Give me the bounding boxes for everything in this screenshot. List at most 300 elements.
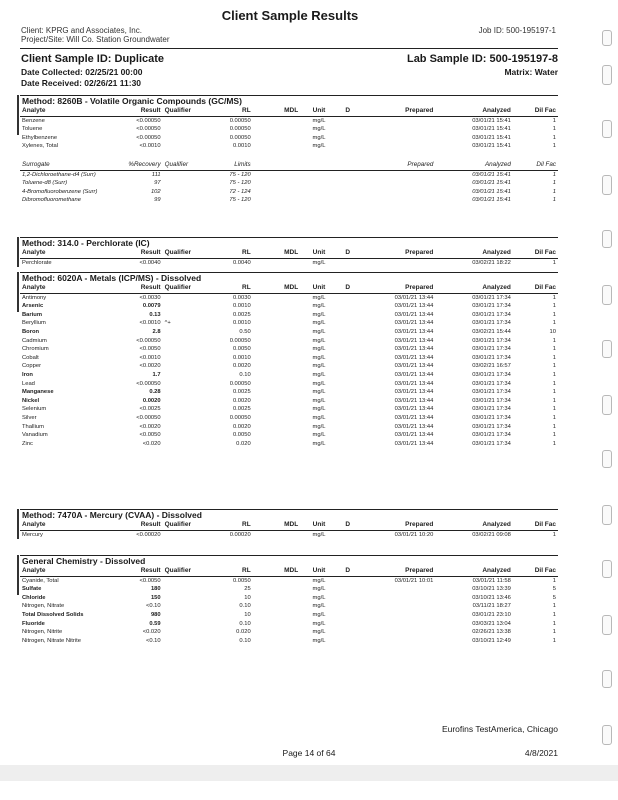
cell-dilfac: 1 bbox=[552, 414, 556, 421]
cell-result: 1.7 bbox=[152, 371, 161, 378]
cell-dilfac: 1 bbox=[552, 143, 556, 150]
cell-analyzed: 03/01/21 23:10 bbox=[472, 611, 511, 618]
cell-d bbox=[338, 293, 358, 302]
cell-analyte: Nitrogen, Nitrate bbox=[22, 603, 65, 610]
cell-dilfac: 1 bbox=[552, 346, 556, 353]
surrogate-cell bbox=[358, 188, 436, 197]
cell-mdl bbox=[253, 302, 301, 311]
column-header: MDL bbox=[253, 249, 301, 258]
cell-analyzed: 03/01/21 17:34 bbox=[472, 354, 511, 361]
binder-tab bbox=[602, 725, 612, 745]
binder-tab bbox=[602, 505, 612, 525]
column-header: Result bbox=[115, 249, 163, 258]
cell-rl: 0.50 bbox=[239, 328, 251, 335]
cell-analyzed: 03/02/21 16:57 bbox=[472, 363, 511, 370]
client-info bbox=[21, 26, 170, 44]
cell-analyte: Beryllium bbox=[22, 320, 46, 327]
column-header: Qualifier bbox=[163, 107, 201, 116]
cell-result: <0.00020 bbox=[136, 531, 161, 538]
surrogate-cell: 99 bbox=[154, 197, 161, 204]
cell-rl: 0.0010 bbox=[232, 320, 251, 327]
spacer-row bbox=[20, 151, 558, 161]
surrogate-cell: 102 bbox=[150, 188, 161, 195]
table-row bbox=[20, 594, 558, 603]
column-header: Qualifier bbox=[163, 284, 201, 293]
column-header: Analyzed bbox=[435, 249, 513, 258]
cell-dilfac: 1 bbox=[552, 432, 556, 439]
column-header: Prepared bbox=[358, 107, 436, 116]
cell-unit: mg/L bbox=[312, 629, 326, 636]
cell-analyte: Zinc bbox=[22, 440, 33, 447]
surrogate-cell bbox=[163, 179, 201, 188]
cell-d bbox=[338, 611, 358, 620]
column-header: D bbox=[338, 107, 358, 116]
cell-qualifier bbox=[163, 371, 201, 380]
surrogate-column-header bbox=[300, 161, 338, 170]
table-row bbox=[20, 319, 558, 328]
column-header-row bbox=[20, 249, 558, 258]
results-table bbox=[20, 284, 558, 448]
column-header: Dil Fac bbox=[513, 284, 558, 293]
cell-mdl bbox=[253, 362, 301, 371]
cell-mdl bbox=[253, 328, 301, 337]
cell-analyzed: 03/01/21 17:34 bbox=[472, 406, 511, 413]
cell-mdl bbox=[253, 594, 301, 603]
cell-result: <0.00050 bbox=[136, 414, 161, 421]
column-header-row bbox=[20, 107, 558, 116]
column-header: Analyte bbox=[20, 284, 115, 293]
cell-rl: 0.00050 bbox=[229, 414, 251, 421]
cell-dilfac: 1 bbox=[552, 397, 556, 404]
cell-analyte: Nitrogen, Nitrate Nitrite bbox=[22, 637, 81, 644]
cell-result: 0.0079 bbox=[142, 303, 161, 310]
cell-mdl bbox=[253, 620, 301, 629]
cell-analyte: Sulfate bbox=[22, 586, 42, 593]
column-header: Analyzed bbox=[435, 521, 513, 530]
cell-mdl bbox=[253, 423, 301, 432]
cell-d bbox=[338, 116, 358, 125]
surrogate-cell bbox=[163, 188, 201, 197]
method-title: Method: 7470A - Mercury (CVAA) - Dissolved bbox=[20, 509, 558, 521]
column-header: Analyte bbox=[20, 521, 115, 530]
cell-result: <0.00050 bbox=[136, 117, 161, 124]
cell-prepared bbox=[358, 134, 436, 143]
cell-qualifier bbox=[163, 328, 201, 337]
cell-analyte: Vanadium bbox=[22, 432, 48, 439]
cell-qualifier bbox=[163, 380, 201, 389]
column-header: MDL bbox=[253, 521, 301, 530]
column-header: Dil Fac bbox=[513, 107, 558, 116]
table-row bbox=[20, 585, 558, 594]
cell-unit: mg/L bbox=[312, 389, 326, 396]
cell-prepared: 03/01/21 13:44 bbox=[394, 414, 434, 421]
cell-qualifier bbox=[163, 414, 201, 423]
cell-prepared: 03/01/21 13:44 bbox=[394, 389, 434, 396]
surrogate-cell bbox=[338, 188, 358, 197]
cell-qualifier bbox=[163, 345, 201, 354]
cell-mdl bbox=[253, 431, 301, 440]
cell-prepared: 03/01/21 13:44 bbox=[394, 346, 434, 353]
cell-analyte: Xylenes, Total bbox=[22, 143, 58, 150]
cell-analyzed: 03/01/21 15:41 bbox=[472, 126, 511, 133]
column-header: MDL bbox=[253, 284, 301, 293]
cell-qualifier bbox=[163, 602, 201, 611]
cell-mdl bbox=[253, 530, 301, 539]
method-title: Method: 8260B - Volatile Organic Compounds (GC/MS) bbox=[20, 95, 558, 107]
column-header: Unit bbox=[300, 284, 338, 293]
cell-qualifier bbox=[163, 293, 201, 302]
binder-tab bbox=[602, 450, 612, 468]
column-header: RL bbox=[200, 567, 253, 576]
column-header: Dil Fac bbox=[513, 567, 558, 576]
cell-analyte: Thallium bbox=[22, 423, 44, 430]
cell-qualifier bbox=[163, 362, 201, 371]
cell-analyzed: 03/01/21 17:34 bbox=[472, 294, 511, 301]
cell-analyzed: 03/01/21 17:34 bbox=[472, 320, 511, 327]
bottom-band bbox=[0, 765, 618, 781]
table-row bbox=[20, 142, 558, 151]
cell-dilfac: 1 bbox=[552, 423, 556, 430]
cell-result: 150 bbox=[150, 594, 161, 601]
job-id: Job ID: 500-195197-1 bbox=[478, 26, 556, 35]
table-row bbox=[20, 388, 558, 397]
results-table bbox=[20, 567, 558, 645]
lab-sample-id: Lab Sample ID: 500-195197-8 bbox=[406, 53, 558, 65]
surrogate-column-header bbox=[338, 161, 358, 170]
cell-prepared bbox=[358, 602, 436, 611]
cell-d bbox=[338, 319, 358, 328]
cell-result: 0.59 bbox=[149, 620, 161, 627]
cell-rl: 0.0020 bbox=[232, 423, 251, 430]
cell-d bbox=[338, 345, 358, 354]
cell-d bbox=[338, 602, 358, 611]
cell-prepared bbox=[358, 594, 436, 603]
cell-mdl bbox=[253, 585, 301, 594]
cell-prepared bbox=[358, 628, 436, 637]
binder-tabs bbox=[598, 0, 616, 800]
cell-qualifier bbox=[163, 637, 201, 646]
cell-unit: mg/L bbox=[312, 126, 326, 133]
cell-analyzed: 03/01/21 17:34 bbox=[472, 423, 511, 430]
table-row bbox=[20, 414, 558, 423]
results-table bbox=[20, 249, 558, 267]
cell-analyte: Toluene bbox=[22, 126, 43, 133]
table-row bbox=[20, 116, 558, 125]
report-date: 4/8/2021 bbox=[524, 748, 558, 758]
cell-prepared: 03/01/21 13:44 bbox=[394, 320, 434, 327]
cell-result: <0.020 bbox=[142, 440, 161, 447]
cell-d bbox=[338, 431, 358, 440]
column-header: Unit bbox=[300, 567, 338, 576]
cell-rl: 0.0010 bbox=[232, 143, 251, 150]
cell-dilfac: 1 bbox=[552, 311, 556, 318]
cell-prepared: 03/01/21 13:44 bbox=[394, 432, 434, 439]
cell-mdl bbox=[253, 576, 301, 585]
cell-prepared: 03/01/21 13:44 bbox=[394, 423, 434, 430]
page-number: Page 14 of 64 bbox=[282, 748, 336, 758]
column-header: D bbox=[338, 521, 358, 530]
cell-rl: 0.020 bbox=[236, 440, 251, 447]
surrogate-cell: 4-Bromofluorobenzene (Surr) bbox=[22, 188, 98, 195]
surrogate-cell bbox=[358, 170, 436, 179]
cell-rl: 0.0010 bbox=[232, 354, 251, 361]
cell-analyte: Manganese bbox=[22, 389, 54, 396]
surrogate-cell bbox=[338, 170, 358, 179]
table-row bbox=[20, 345, 558, 354]
surrogate-cell bbox=[338, 179, 358, 188]
cell-unit: mg/L bbox=[312, 337, 326, 344]
cell-analyte: Chromium bbox=[22, 346, 49, 353]
cell-analyzed: 03/01/21 15:41 bbox=[472, 117, 511, 124]
cell-mdl bbox=[253, 380, 301, 389]
cell-mdl bbox=[253, 611, 301, 620]
cell-dilfac: 1 bbox=[552, 380, 556, 387]
cell-unit: mg/L bbox=[312, 294, 326, 301]
cell-rl: 0.00050 bbox=[229, 117, 251, 124]
surrogate-cell: 72 - 124 bbox=[229, 188, 251, 195]
cell-prepared: 03/01/21 13:44 bbox=[394, 397, 434, 404]
cell-unit: mg/L bbox=[312, 259, 326, 266]
cell-dilfac: 1 bbox=[552, 406, 556, 413]
cell-result: <0.0030 bbox=[139, 294, 161, 301]
surrogate-cell bbox=[358, 196, 436, 205]
cell-d bbox=[338, 142, 358, 151]
cell-analyzed: 03/01/21 11:58 bbox=[472, 577, 511, 584]
cell-unit: mg/L bbox=[312, 637, 326, 644]
cell-qualifier bbox=[163, 530, 201, 539]
table-row bbox=[20, 637, 558, 646]
surrogate-row bbox=[20, 196, 558, 205]
cell-d bbox=[338, 134, 358, 143]
cell-qualifier bbox=[163, 405, 201, 414]
table-row bbox=[20, 337, 558, 346]
cell-analyte: Nitrogen, Nitrite bbox=[22, 629, 63, 636]
cell-mdl bbox=[253, 405, 301, 414]
binder-tab bbox=[602, 340, 612, 358]
cell-prepared: 03/01/21 10:01 bbox=[394, 577, 434, 584]
column-header: Prepared bbox=[358, 521, 436, 530]
cell-prepared bbox=[358, 125, 436, 134]
column-header: RL bbox=[200, 249, 253, 258]
column-header: Result bbox=[115, 567, 163, 576]
cell-analyte: Iron bbox=[22, 371, 33, 378]
cell-qualifier bbox=[163, 585, 201, 594]
cell-qualifier bbox=[163, 142, 201, 151]
cell-result: 180 bbox=[150, 586, 161, 593]
cell-d bbox=[338, 440, 358, 449]
spacer-cell bbox=[20, 151, 558, 161]
cell-analyzed: 03/11/21 18:27 bbox=[472, 603, 511, 610]
cell-prepared bbox=[358, 142, 436, 151]
surrogate-cell bbox=[338, 196, 358, 205]
cell-rl: 0.00050 bbox=[229, 380, 251, 387]
cell-rl: 0.00020 bbox=[229, 531, 251, 538]
surrogate-cell bbox=[300, 196, 338, 205]
cell-qualifier bbox=[163, 576, 201, 585]
surrogate-cell: 75 - 120 bbox=[229, 180, 251, 187]
cell-prepared: 03/01/21 13:44 bbox=[394, 311, 434, 318]
column-header: Unit bbox=[300, 249, 338, 258]
cell-prepared: 03/01/21 13:44 bbox=[394, 371, 434, 378]
results-table bbox=[20, 521, 558, 539]
surrogate-cell bbox=[358, 179, 436, 188]
surrogate-cell: 03/01/21 15:41 bbox=[472, 180, 511, 187]
table-row bbox=[20, 258, 558, 267]
cell-unit: mg/L bbox=[312, 440, 326, 447]
cell-mdl bbox=[253, 371, 301, 380]
cell-analyzed: 03/10/21 13:46 bbox=[472, 594, 511, 601]
cell-unit: mg/L bbox=[312, 346, 326, 353]
cell-qualifier bbox=[163, 302, 201, 311]
section-marker bbox=[17, 509, 19, 539]
cell-analyte: Silver bbox=[22, 414, 37, 421]
section-marker bbox=[17, 555, 19, 595]
cell-rl: 0.10 bbox=[239, 371, 251, 378]
method-section bbox=[20, 555, 558, 645]
cell-d bbox=[338, 302, 358, 311]
cell-result: 980 bbox=[150, 611, 161, 618]
cell-prepared: 03/01/21 13:44 bbox=[394, 380, 434, 387]
cell-qualifier bbox=[163, 594, 201, 603]
cell-dilfac: 10 bbox=[549, 328, 556, 335]
surrogate-cell: 03/01/21 15:41 bbox=[472, 197, 511, 204]
cell-dilfac: 1 bbox=[552, 637, 556, 644]
column-header: MDL bbox=[253, 107, 301, 116]
cell-analyzed: 03/01/21 17:34 bbox=[472, 311, 511, 318]
surrogate-column-header: Prepared bbox=[358, 161, 436, 170]
surrogate-cell: Dibromofluoromethane bbox=[22, 197, 81, 204]
cell-unit: mg/L bbox=[312, 354, 326, 361]
cell-d bbox=[338, 354, 358, 363]
cell-prepared: 03/01/21 13:44 bbox=[394, 294, 434, 301]
binder-tab bbox=[602, 615, 612, 635]
binder-tab bbox=[602, 285, 612, 305]
cell-mdl bbox=[253, 628, 301, 637]
column-header: D bbox=[338, 567, 358, 576]
surrogate-row bbox=[20, 170, 558, 179]
cell-analyte: Perchlorate bbox=[22, 259, 52, 266]
cell-qualifier bbox=[163, 397, 201, 406]
column-header: Qualifier bbox=[163, 567, 201, 576]
cell-prepared bbox=[358, 611, 436, 620]
table-row bbox=[20, 620, 558, 629]
column-header: MDL bbox=[253, 567, 301, 576]
surrogate-cell bbox=[300, 179, 338, 188]
cell-unit: mg/L bbox=[312, 432, 326, 439]
column-header: RL bbox=[200, 521, 253, 530]
binder-tab bbox=[602, 175, 612, 195]
cell-unit: mg/L bbox=[312, 594, 326, 601]
cell-result: <0.020 bbox=[142, 629, 161, 636]
cell-analyte: Barium bbox=[22, 311, 42, 318]
cell-d bbox=[338, 585, 358, 594]
cell-rl: 0.0050 bbox=[232, 577, 251, 584]
cell-mdl bbox=[253, 258, 301, 267]
cell-mdl bbox=[253, 116, 301, 125]
cell-dilfac: 1 bbox=[552, 294, 556, 301]
column-header: Prepared bbox=[358, 567, 436, 576]
cell-analyzed: 03/01/21 17:34 bbox=[472, 432, 511, 439]
column-header: Unit bbox=[300, 107, 338, 116]
surrogate-cell: 1,2-Dichloroethane-d4 (Surr) bbox=[22, 171, 96, 178]
section-marker bbox=[17, 272, 19, 312]
cell-qualifier bbox=[163, 423, 201, 432]
table-row bbox=[20, 397, 558, 406]
cell-result: <0.0050 bbox=[139, 577, 161, 584]
cell-mdl bbox=[253, 337, 301, 346]
surrogate-column-header: Surrogate bbox=[20, 161, 115, 170]
cell-unit: mg/L bbox=[312, 328, 326, 335]
cell-qualifier bbox=[163, 125, 201, 134]
cell-d bbox=[338, 628, 358, 637]
cell-rl: 0.0025 bbox=[232, 311, 251, 318]
cell-qualifier bbox=[163, 337, 201, 346]
cell-prepared: 03/01/21 13:44 bbox=[394, 406, 434, 413]
date-received: Date Received: 02/26/21 11:30 bbox=[21, 78, 142, 88]
cell-d bbox=[338, 380, 358, 389]
surrogate-cell: 03/01/21 15:41 bbox=[472, 171, 511, 178]
table-row bbox=[20, 302, 558, 311]
method-section bbox=[20, 237, 558, 267]
cell-qualifier bbox=[163, 134, 201, 143]
cell-d bbox=[338, 397, 358, 406]
cell-unit: mg/L bbox=[312, 586, 326, 593]
cell-unit: mg/L bbox=[312, 414, 326, 421]
method-section bbox=[20, 509, 558, 539]
surrogate-cell: 75 - 120 bbox=[229, 171, 251, 178]
cell-mdl bbox=[253, 440, 301, 449]
cell-dilfac: 5 bbox=[552, 594, 556, 601]
cell-analyte: Cadmium bbox=[22, 337, 47, 344]
cell-unit: mg/L bbox=[312, 363, 326, 370]
surrogate-header-row bbox=[20, 161, 558, 170]
table-row bbox=[20, 371, 558, 380]
cell-analyte: Chloride bbox=[22, 594, 46, 601]
surrogate-column-header bbox=[253, 161, 301, 170]
surrogate-column-header: Qualifier bbox=[163, 161, 201, 170]
column-header: RL bbox=[200, 284, 253, 293]
cell-analyzed: 03/01/21 17:34 bbox=[472, 389, 511, 396]
cell-unit: mg/L bbox=[312, 311, 326, 318]
cell-result: <0.0050 bbox=[139, 346, 161, 353]
surrogate-cell bbox=[300, 170, 338, 179]
matrix: Matrix: Water bbox=[504, 67, 558, 77]
column-header: Result bbox=[115, 107, 163, 116]
cell-dilfac: 1 bbox=[552, 440, 556, 447]
cell-dilfac: 1 bbox=[552, 531, 556, 538]
cell-d bbox=[338, 337, 358, 346]
cell-rl: 0.10 bbox=[239, 603, 251, 610]
surrogate-row bbox=[20, 179, 558, 188]
cell-rl: 0.0025 bbox=[232, 389, 251, 396]
surrogate-cell: Toluene-d8 (Surr) bbox=[22, 180, 68, 187]
cell-unit: mg/L bbox=[312, 397, 326, 404]
table-row bbox=[20, 293, 558, 302]
cell-prepared: 03/01/21 13:44 bbox=[394, 354, 434, 361]
project-site: Project/Site: Will Co. Station Groundwater bbox=[21, 35, 170, 44]
cell-rl: 0.0030 bbox=[232, 294, 251, 301]
table-row bbox=[20, 423, 558, 432]
cell-mdl bbox=[253, 319, 301, 328]
surrogate-column-header: Dil Fac bbox=[513, 161, 558, 170]
cell-analyzed: 03/02/21 09:08 bbox=[472, 531, 511, 538]
cell-dilfac: 1 bbox=[552, 126, 556, 133]
cell-rl: 10 bbox=[244, 611, 251, 618]
cell-analyte: Fluoride bbox=[22, 620, 45, 627]
cell-unit: mg/L bbox=[312, 117, 326, 124]
cell-analyzed: 03/02/21 18:22 bbox=[472, 259, 511, 266]
cell-prepared bbox=[358, 585, 436, 594]
